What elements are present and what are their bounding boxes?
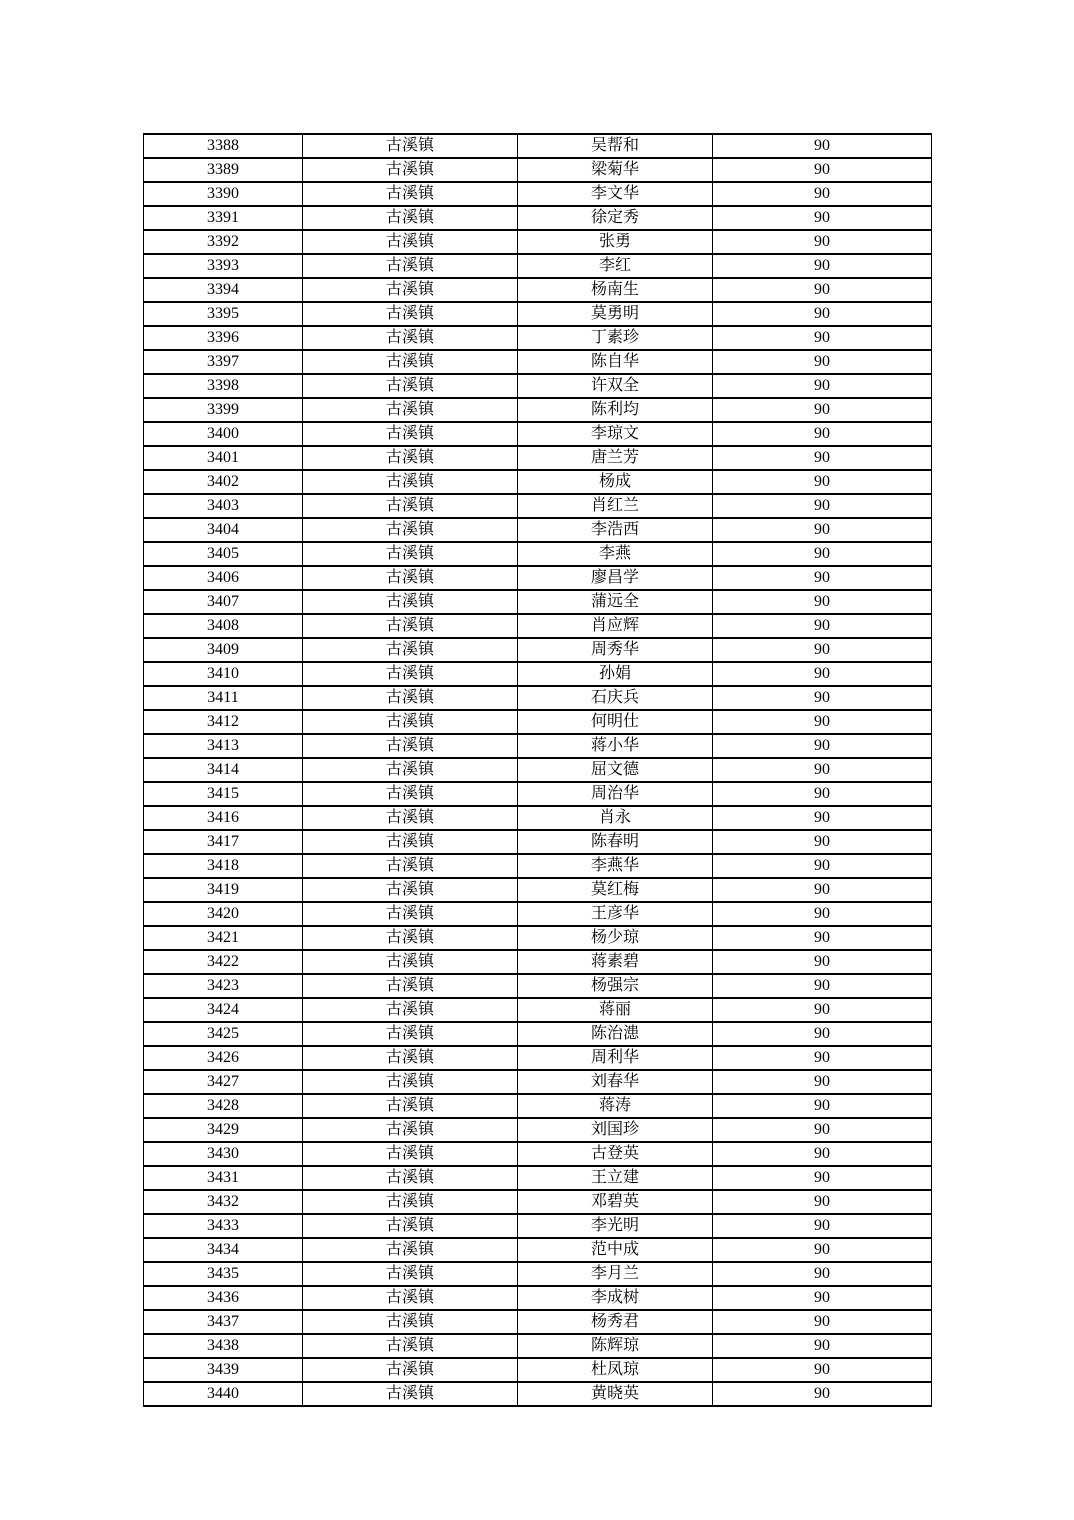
- table-row: [144, 1358, 932, 1382]
- cell-score: 90: [713, 902, 932, 926]
- table-row: [144, 902, 932, 926]
- cell-person-name: 廖昌学: [518, 566, 713, 590]
- table-row: [144, 1142, 932, 1166]
- table-row: [144, 782, 932, 806]
- cell-person-name: 李燕华: [518, 854, 713, 878]
- cell-town: 古溪镇: [303, 254, 518, 278]
- table-row: [144, 710, 932, 734]
- table-row: [144, 1382, 932, 1406]
- cell-score: 90: [713, 1262, 932, 1286]
- table-row: [144, 350, 932, 374]
- cell-town: 古溪镇: [303, 1334, 518, 1358]
- cell-serial-number: 3417: [144, 830, 303, 854]
- cell-score: 90: [713, 998, 932, 1022]
- table-row: [144, 278, 932, 302]
- cell-person-name: 杨强宗: [518, 974, 713, 998]
- cell-serial-number: 3395: [144, 302, 303, 326]
- cell-serial-number: 3401: [144, 446, 303, 470]
- cell-town: 古溪镇: [303, 182, 518, 206]
- cell-score: 90: [713, 926, 932, 950]
- cell-score: 90: [713, 1310, 932, 1334]
- cell-score: 90: [713, 1118, 932, 1142]
- cell-person-name: 肖永: [518, 806, 713, 830]
- cell-person-name: 杨南生: [518, 278, 713, 302]
- cell-town: 古溪镇: [303, 446, 518, 470]
- cell-person-name: 丁素珍: [518, 326, 713, 350]
- cell-person-name: 杨少琼: [518, 926, 713, 950]
- table-row: [144, 854, 932, 878]
- table-row: [144, 182, 932, 206]
- cell-score: 90: [713, 686, 932, 710]
- cell-person-name: 陈利均: [518, 398, 713, 422]
- cell-serial-number: 3418: [144, 854, 303, 878]
- cell-town: 古溪镇: [303, 158, 518, 182]
- cell-serial-number: 3435: [144, 1262, 303, 1286]
- cell-serial-number: 3410: [144, 662, 303, 686]
- cell-person-name: 李光明: [518, 1214, 713, 1238]
- cell-serial-number: 3411: [144, 686, 303, 710]
- cell-town: 古溪镇: [303, 1094, 518, 1118]
- cell-person-name: 何明仕: [518, 710, 713, 734]
- cell-town: 古溪镇: [303, 974, 518, 998]
- cell-town: 古溪镇: [303, 638, 518, 662]
- cell-serial-number: 3391: [144, 206, 303, 230]
- cell-person-name: 古登英: [518, 1142, 713, 1166]
- cell-serial-number: 3388: [144, 134, 303, 158]
- cell-person-name: 李浩西: [518, 518, 713, 542]
- cell-score: 90: [713, 1334, 932, 1358]
- table-row: [144, 446, 932, 470]
- cell-person-name: 李文华: [518, 182, 713, 206]
- cell-person-name: 蒋涛: [518, 1094, 713, 1118]
- cell-score: 90: [713, 230, 932, 254]
- cell-serial-number: 3400: [144, 422, 303, 446]
- cell-person-name: 莫红梅: [518, 878, 713, 902]
- cell-serial-number: 3437: [144, 1310, 303, 1334]
- table-row: [144, 542, 932, 566]
- cell-score: 90: [713, 158, 932, 182]
- cell-serial-number: 3389: [144, 158, 303, 182]
- cell-score: 90: [713, 1142, 932, 1166]
- cell-score: 90: [713, 542, 932, 566]
- cell-serial-number: 3421: [144, 926, 303, 950]
- cell-person-name: 陈辉琼: [518, 1334, 713, 1358]
- cell-person-name: 张勇: [518, 230, 713, 254]
- table-row: [144, 1190, 932, 1214]
- cell-serial-number: 3414: [144, 758, 303, 782]
- cell-person-name: 肖应辉: [518, 614, 713, 638]
- cell-score: 90: [713, 422, 932, 446]
- table-row: [144, 1334, 932, 1358]
- cell-town: 古溪镇: [303, 1142, 518, 1166]
- cell-town: 古溪镇: [303, 758, 518, 782]
- cell-score: 90: [713, 854, 932, 878]
- cell-score: 90: [713, 1190, 932, 1214]
- cell-town: 古溪镇: [303, 1238, 518, 1262]
- cell-serial-number: 3428: [144, 1094, 303, 1118]
- cell-score: 90: [713, 1214, 932, 1238]
- cell-person-name: 蒲远全: [518, 590, 713, 614]
- cell-person-name: 徐定秀: [518, 206, 713, 230]
- cell-serial-number: 3408: [144, 614, 303, 638]
- cell-town: 古溪镇: [303, 1382, 518, 1406]
- table-row: [144, 1118, 932, 1142]
- table-row: [144, 422, 932, 446]
- cell-score: 90: [713, 494, 932, 518]
- table-row: [144, 1070, 932, 1094]
- table-row: [144, 590, 932, 614]
- table-row: [144, 950, 932, 974]
- cell-serial-number: 3415: [144, 782, 303, 806]
- cell-score: 90: [713, 1238, 932, 1262]
- cell-score: 90: [713, 182, 932, 206]
- cell-town: 古溪镇: [303, 422, 518, 446]
- cell-serial-number: 3423: [144, 974, 303, 998]
- cell-score: 90: [713, 278, 932, 302]
- cell-score: 90: [713, 1358, 932, 1382]
- cell-town: 古溪镇: [303, 1070, 518, 1094]
- cell-score: 90: [713, 206, 932, 230]
- cell-serial-number: 3394: [144, 278, 303, 302]
- cell-person-name: 石庆兵: [518, 686, 713, 710]
- cell-score: 90: [713, 1022, 932, 1046]
- cell-score: 90: [713, 758, 932, 782]
- table-row: [144, 614, 932, 638]
- table-row: [144, 878, 932, 902]
- cell-person-name: 李成树: [518, 1286, 713, 1310]
- cell-score: 90: [713, 446, 932, 470]
- cell-town: 古溪镇: [303, 326, 518, 350]
- table-row: [144, 326, 932, 350]
- cell-town: 古溪镇: [303, 902, 518, 926]
- cell-serial-number: 3439: [144, 1358, 303, 1382]
- cell-person-name: 蒋素碧: [518, 950, 713, 974]
- table-row: [144, 1046, 932, 1070]
- table-row: [144, 1238, 932, 1262]
- table-row: [144, 230, 932, 254]
- cell-score: 90: [713, 614, 932, 638]
- cell-town: 古溪镇: [303, 830, 518, 854]
- cell-serial-number: 3430: [144, 1142, 303, 1166]
- cell-person-name: 杨成: [518, 470, 713, 494]
- cell-town: 古溪镇: [303, 1046, 518, 1070]
- cell-town: 古溪镇: [303, 854, 518, 878]
- cell-person-name: 吴帮和: [518, 134, 713, 158]
- cell-person-name: 陈治漶: [518, 1022, 713, 1046]
- cell-serial-number: 3438: [144, 1334, 303, 1358]
- cell-town: 古溪镇: [303, 518, 518, 542]
- cell-town: 古溪镇: [303, 350, 518, 374]
- table-row: [144, 470, 932, 494]
- cell-serial-number: 3431: [144, 1166, 303, 1190]
- cell-serial-number: 3412: [144, 710, 303, 734]
- table-row: [144, 398, 932, 422]
- cell-score: 90: [713, 134, 932, 158]
- cell-score: 90: [713, 1046, 932, 1070]
- cell-person-name: 李红: [518, 254, 713, 278]
- table-row: [144, 974, 932, 998]
- cell-score: 90: [713, 1166, 932, 1190]
- cell-serial-number: 3403: [144, 494, 303, 518]
- table-row: [144, 518, 932, 542]
- cell-person-name: 刘国珍: [518, 1118, 713, 1142]
- cell-score: 90: [713, 254, 932, 278]
- cell-serial-number: 3432: [144, 1190, 303, 1214]
- cell-serial-number: 3424: [144, 998, 303, 1022]
- cell-score: 90: [713, 806, 932, 830]
- cell-person-name: 肖红兰: [518, 494, 713, 518]
- table-row: [144, 494, 932, 518]
- cell-person-name: 周秀华: [518, 638, 713, 662]
- cell-score: 90: [713, 1286, 932, 1310]
- table-row: [144, 734, 932, 758]
- cell-town: 古溪镇: [303, 566, 518, 590]
- cell-town: 古溪镇: [303, 470, 518, 494]
- cell-town: 古溪镇: [303, 878, 518, 902]
- cell-score: 90: [713, 1094, 932, 1118]
- cell-person-name: 杜凤琼: [518, 1358, 713, 1382]
- cell-person-name: 刘春华: [518, 1070, 713, 1094]
- cell-score: 90: [713, 302, 932, 326]
- cell-town: 古溪镇: [303, 1310, 518, 1334]
- cell-score: 90: [713, 974, 932, 998]
- cell-town: 古溪镇: [303, 1214, 518, 1238]
- cell-serial-number: 3440: [144, 1382, 303, 1406]
- cell-serial-number: 3396: [144, 326, 303, 350]
- cell-person-name: 周治华: [518, 782, 713, 806]
- cell-score: 90: [713, 830, 932, 854]
- cell-person-name: 周利华: [518, 1046, 713, 1070]
- cell-town: 古溪镇: [303, 206, 518, 230]
- cell-person-name: 屈文德: [518, 758, 713, 782]
- table-row: [144, 374, 932, 398]
- cell-town: 古溪镇: [303, 1358, 518, 1382]
- cell-person-name: 王立建: [518, 1166, 713, 1190]
- cell-town: 古溪镇: [303, 734, 518, 758]
- cell-serial-number: 3429: [144, 1118, 303, 1142]
- cell-town: 古溪镇: [303, 134, 518, 158]
- cell-person-name: 梁菊华: [518, 158, 713, 182]
- table-row: [144, 134, 932, 158]
- table-row: [144, 1166, 932, 1190]
- cell-serial-number: 3434: [144, 1238, 303, 1262]
- cell-serial-number: 3427: [144, 1070, 303, 1094]
- cell-town: 古溪镇: [303, 614, 518, 638]
- table-row: [144, 830, 932, 854]
- cell-score: 90: [713, 1070, 932, 1094]
- score-table-body: [144, 134, 932, 1406]
- cell-town: 古溪镇: [303, 686, 518, 710]
- cell-town: 古溪镇: [303, 398, 518, 422]
- cell-serial-number: 3416: [144, 806, 303, 830]
- cell-serial-number: 3433: [144, 1214, 303, 1238]
- cell-serial-number: 3402: [144, 470, 303, 494]
- cell-serial-number: 3426: [144, 1046, 303, 1070]
- cell-town: 古溪镇: [303, 374, 518, 398]
- cell-person-name: 蒋丽: [518, 998, 713, 1022]
- cell-person-name: 邓碧英: [518, 1190, 713, 1214]
- cell-town: 古溪镇: [303, 950, 518, 974]
- cell-person-name: 李燕: [518, 542, 713, 566]
- table-row: [144, 686, 932, 710]
- cell-town: 古溪镇: [303, 1166, 518, 1190]
- cell-score: 90: [713, 782, 932, 806]
- cell-score: 90: [713, 662, 932, 686]
- cell-town: 古溪镇: [303, 590, 518, 614]
- table-row: [144, 1310, 932, 1334]
- cell-person-name: 范中成: [518, 1238, 713, 1262]
- table-row: [144, 566, 932, 590]
- table-row: [144, 926, 932, 950]
- cell-score: 90: [713, 710, 932, 734]
- table-row: [144, 302, 932, 326]
- cell-town: 古溪镇: [303, 1118, 518, 1142]
- cell-town: 古溪镇: [303, 1190, 518, 1214]
- cell-person-name: 陈春明: [518, 830, 713, 854]
- cell-serial-number: 3405: [144, 542, 303, 566]
- cell-person-name: 陈自华: [518, 350, 713, 374]
- cell-person-name: 李琼文: [518, 422, 713, 446]
- cell-town: 古溪镇: [303, 542, 518, 566]
- cell-person-name: 许双全: [518, 374, 713, 398]
- cell-town: 古溪镇: [303, 1286, 518, 1310]
- cell-serial-number: 3425: [144, 1022, 303, 1046]
- cell-serial-number: 3397: [144, 350, 303, 374]
- score-table: [143, 133, 932, 1407]
- cell-town: 古溪镇: [303, 1022, 518, 1046]
- cell-serial-number: 3409: [144, 638, 303, 662]
- cell-serial-number: 3390: [144, 182, 303, 206]
- cell-score: 90: [713, 590, 932, 614]
- cell-serial-number: 3398: [144, 374, 303, 398]
- cell-person-name: 唐兰芳: [518, 446, 713, 470]
- cell-serial-number: 3393: [144, 254, 303, 278]
- cell-score: 90: [713, 326, 932, 350]
- cell-serial-number: 3436: [144, 1286, 303, 1310]
- table-row: [144, 206, 932, 230]
- cell-score: 90: [713, 350, 932, 374]
- cell-person-name: 黄晓英: [518, 1382, 713, 1406]
- cell-serial-number: 3404: [144, 518, 303, 542]
- cell-town: 古溪镇: [303, 998, 518, 1022]
- table-row: [144, 1214, 932, 1238]
- cell-town: 古溪镇: [303, 806, 518, 830]
- cell-score: 90: [713, 1382, 932, 1406]
- cell-score: 90: [713, 566, 932, 590]
- cell-person-name: 蒋小华: [518, 734, 713, 758]
- cell-serial-number: 3419: [144, 878, 303, 902]
- table-row: [144, 758, 932, 782]
- cell-town: 古溪镇: [303, 278, 518, 302]
- table-row: [144, 254, 932, 278]
- cell-serial-number: 3413: [144, 734, 303, 758]
- table-row: [144, 638, 932, 662]
- cell-score: 90: [713, 950, 932, 974]
- cell-person-name: 杨秀君: [518, 1310, 713, 1334]
- table-row: [144, 662, 932, 686]
- cell-town: 古溪镇: [303, 782, 518, 806]
- table-row: [144, 1262, 932, 1286]
- table-row: [144, 998, 932, 1022]
- cell-person-name: 王彦华: [518, 902, 713, 926]
- cell-serial-number: 3392: [144, 230, 303, 254]
- cell-person-name: 李月兰: [518, 1262, 713, 1286]
- cell-score: 90: [713, 878, 932, 902]
- table-row: [144, 1022, 932, 1046]
- cell-score: 90: [713, 470, 932, 494]
- cell-person-name: 莫勇明: [518, 302, 713, 326]
- cell-person-name: 孙娟: [518, 662, 713, 686]
- cell-town: 古溪镇: [303, 302, 518, 326]
- cell-serial-number: 3399: [144, 398, 303, 422]
- table-row: [144, 158, 932, 182]
- cell-score: 90: [713, 638, 932, 662]
- cell-score: 90: [713, 398, 932, 422]
- cell-serial-number: 3422: [144, 950, 303, 974]
- table-row: [144, 1286, 932, 1310]
- cell-score: 90: [713, 734, 932, 758]
- cell-serial-number: 3420: [144, 902, 303, 926]
- cell-town: 古溪镇: [303, 494, 518, 518]
- table-row: [144, 1094, 932, 1118]
- cell-town: 古溪镇: [303, 662, 518, 686]
- cell-serial-number: 3407: [144, 590, 303, 614]
- cell-town: 古溪镇: [303, 710, 518, 734]
- cell-score: 90: [713, 374, 932, 398]
- cell-serial-number: 3406: [144, 566, 303, 590]
- cell-town: 古溪镇: [303, 926, 518, 950]
- table-row: [144, 806, 932, 830]
- cell-town: 古溪镇: [303, 1262, 518, 1286]
- cell-town: 古溪镇: [303, 230, 518, 254]
- cell-score: 90: [713, 518, 932, 542]
